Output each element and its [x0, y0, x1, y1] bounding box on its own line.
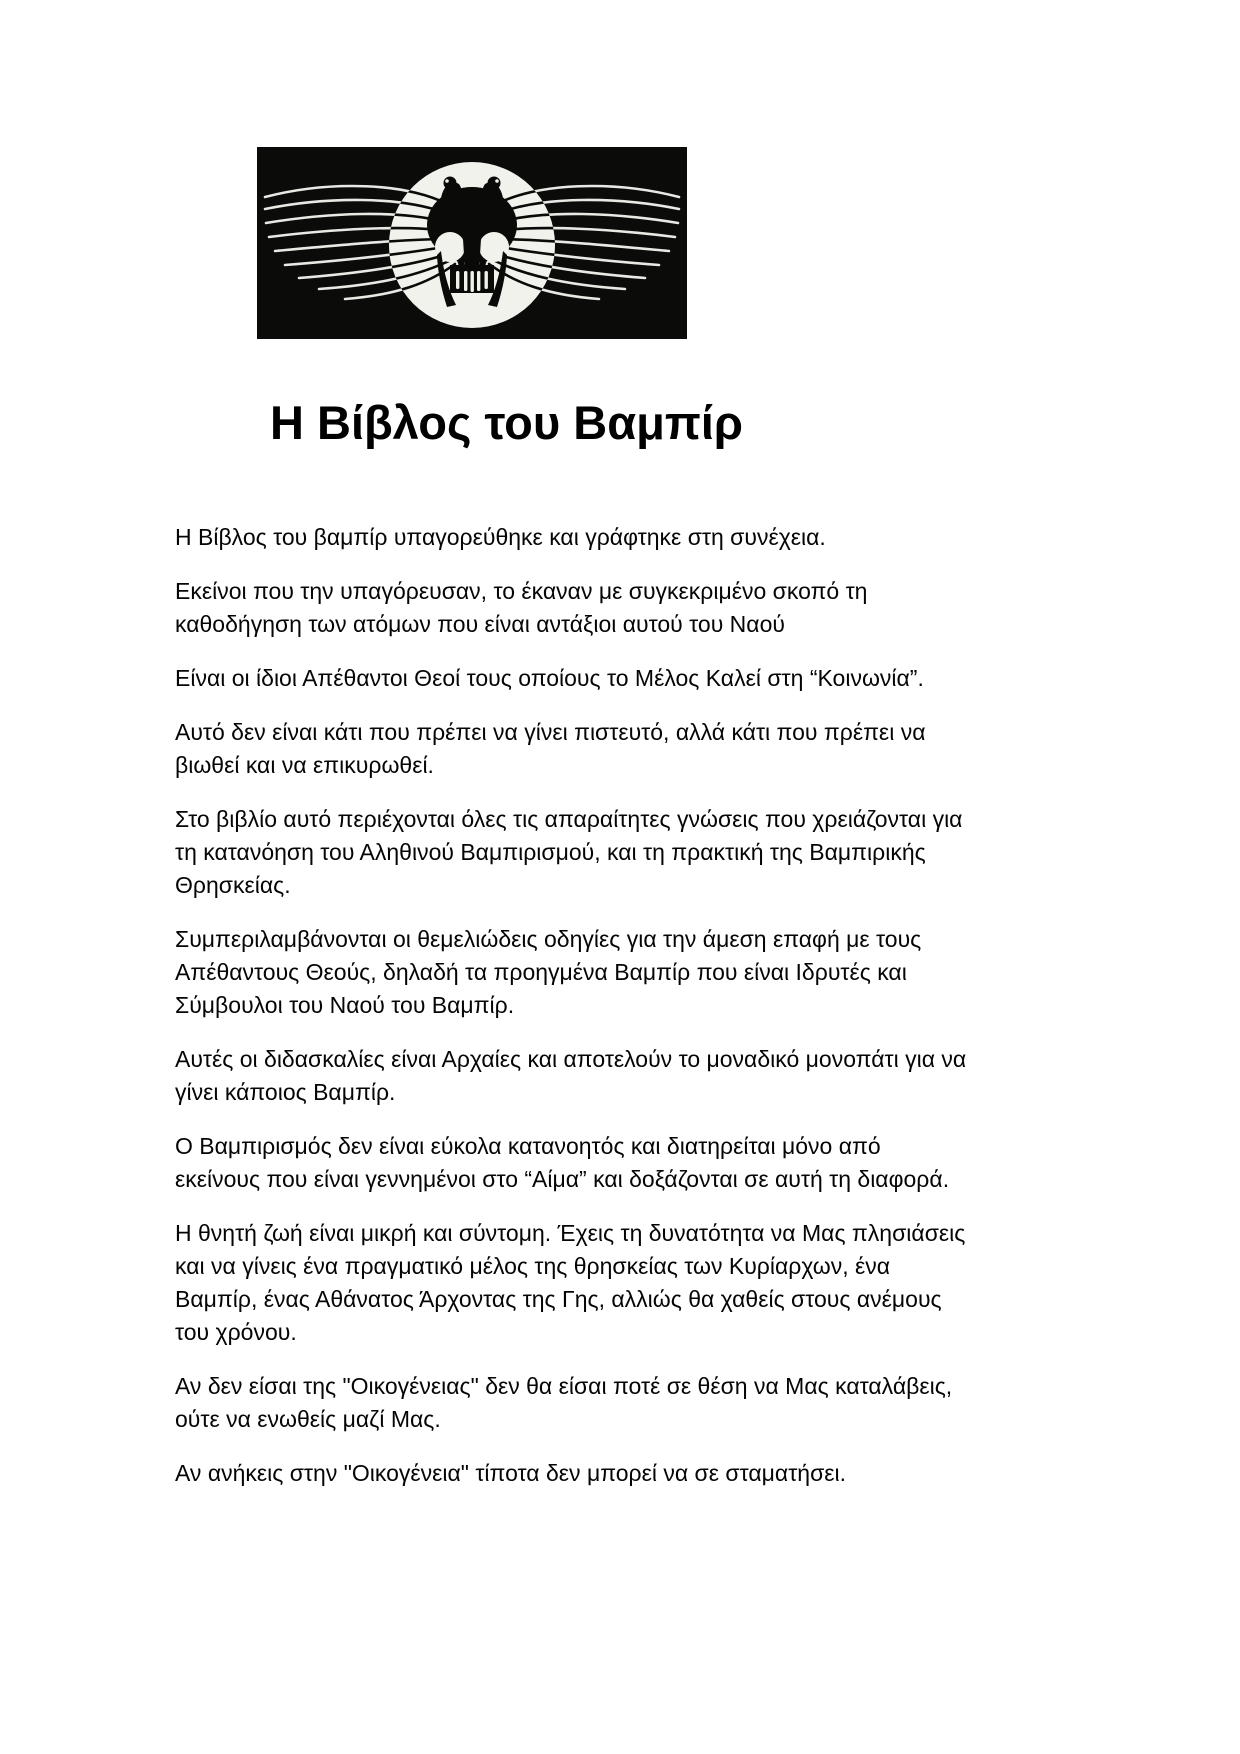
paragraph: Στο βιβλίο αυτό περιέχονται όλες τις απαραίτητες γνώσεις που χρειάζονται για τη κατανόηση του Αληθινού Βαμπιρισμού, και τη πρακτική της Βαμπιρικής Θρησκείας.	[175, 806, 963, 898]
paragraph: Είναι οι ίδιοι Απέθαντοι Θεοί τους οποίους το Μέλος Καλεί στη “Κοινωνία”.	[175, 665, 924, 691]
paragraph: Η θνητή ζωή είναι μικρή και σύντομη. Έχεις τη δυνατότητα να Μας πλησιάσεις και να γίνεις ένα πραγματικό μέλος της θρησκείας των Κυρίαρχων, ένα Βαμπίρ, ένας Αθάνατος Άρχοντας της Γης, αλλιώς θα χαθείς στους ανέμους του χρόνου.	[175, 1220, 966, 1345]
paragraph: Η Βίβλος του βαμπίρ υπαγορεύθηκε και γράφτηκε στη συνέχεια.	[175, 524, 826, 550]
paragraph: Ο Βαμπιρισμός δεν είναι εύκολα κατανοητός και διατηρείται μόνο από εκείνους που είναι γεννημένοι στο “Αίμα” και δοξάζονται σε αυτή τη διαφορά.	[175, 1133, 950, 1192]
page-title: Η Βίβλος του Βαμπίρ	[270, 396, 743, 449]
document-body	[175, 521, 1195, 1511]
paragraph: Αν δεν είσαι της "Οικογένειας" δεν θα είσαι ποτέ σε θέση να Μας καταλάβεις, ούτε να ενωθείς μαζί Μας.	[175, 1373, 953, 1432]
paragraph: Αυτές οι διδασκαλίες είναι Αρχαίες και αποτελούν το μοναδικό μονοπάτι για να γίνει κάποιος Βαμπίρ.	[175, 1046, 967, 1105]
paragraph: Εκείνοι που την υπαγόρευσαν, το έκαναν με συγκεκριμένο σκοπό τη καθοδήγηση των ατόμων που είναι αντάξιοι αυτού του Ναού	[175, 578, 868, 637]
paragraph: Αυτό δεν είναι κάτι που πρέπει να γίνει πιστευτό, αλλά κάτι που πρέπει να βιωθεί και να επικυρωθεί.	[175, 719, 926, 778]
paragraph: Αν ανήκεις στην "Οικογένεια" τίποτα δεν μπορεί να σε σταματήσει.	[175, 1460, 847, 1486]
paragraph: Συμπεριλαμβάνονται οι θεμελιώδεις οδηγίες για την άμεση επαφή με τους Απέθαντους Θεούς, δηλαδή τα προηγμένα Βαμπίρ που είναι Ιδρυτές και Σύμβουλοι του Ναού του Βαμπίρ.	[175, 926, 922, 1018]
winged-skull-moon-emblem	[257, 147, 687, 339]
banner-image	[257, 147, 687, 339]
